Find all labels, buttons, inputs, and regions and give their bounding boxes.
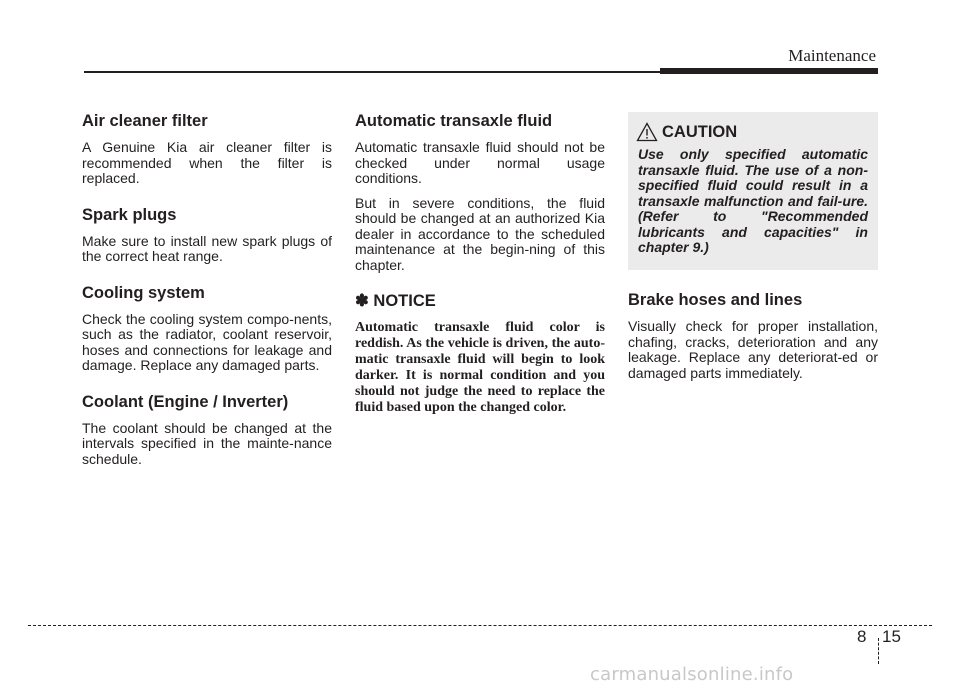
page-number: 15 — [882, 627, 901, 646]
section-heading: Cooling system — [82, 283, 205, 302]
header-title: Maintenance — [788, 46, 876, 65]
column-left — [82, 112, 332, 486]
caution-header — [636, 121, 737, 143]
notice-label: NOTICE — [373, 292, 436, 310]
notice-symbol-icon: ✽ — [355, 292, 369, 310]
section-heading: Brake hoses and lines — [628, 291, 803, 309]
section-heading: Spark plugs — [82, 205, 177, 224]
section-cooling-system — [82, 284, 332, 374]
section-body: Check the cooling system compo-nents, such as the radiator, coolant reservoir, hoses and connections for leakage and damage. Replace any damaged parts. — [82, 310, 332, 373]
caution-title: CAUTION — [662, 122, 738, 141]
section-spark-plugs — [82, 206, 332, 265]
chapter-number: 8 — [857, 627, 867, 646]
notice-body: Automatic transaxle fluid color is reddish. As the vehicle is driven, the auto-matic transaxle fluid will begin to look darker. It is normal condition and you should not judge the need to replace the fluid based upon the changed color. — [355, 320, 605, 415]
section-body: Visually check for proper installation, chafing, cracks, deterioration and any leakage. Replace any deteriorat-ed or damaged parts immediately. — [628, 318, 878, 381]
section-body: The coolant should be changed at the intervals specified in the mainte-nance schedule. — [82, 419, 332, 467]
notice-block — [355, 292, 605, 416]
caution-box — [628, 112, 878, 270]
warning-triangle-icon — [636, 122, 658, 142]
caution-body: Use only specified automatic transaxle fluid. The use of a non-specified fluid could result in a transaxle malfunction and fail-ure. (Refer to "Recommended lubricants and capacities" in chapter 9.) — [638, 146, 868, 255]
section-brake-hoses — [628, 291, 878, 381]
section-transaxle-fluid — [355, 112, 605, 273]
section-air-cleaner — [82, 112, 332, 187]
notice-title — [355, 292, 605, 311]
section-heading: Automatic transaxle fluid — [355, 112, 553, 130]
section-heading: Air cleaner filter — [82, 112, 208, 130]
header-rule-accent — [660, 68, 878, 74]
section-heading: Coolant (Engine / Inverter) — [82, 392, 289, 411]
section-coolant — [82, 393, 332, 468]
footer-rule — [28, 625, 932, 626]
section-body: Make sure to install new spark plugs of the correct heat range. — [82, 232, 332, 264]
paragraph: Automatic transaxle fluid should not be checked under normal usage conditions. — [355, 139, 605, 186]
header-rule — [84, 71, 660, 73]
watermark: carmanualsonline.info — [590, 664, 794, 685]
column-middle — [355, 112, 605, 416]
footer-divider — [878, 638, 879, 664]
paragraph: But in severe conditions, the fluid should be changed at an authorized Kia dealer in accordance to the scheduled maintenance at the begin-ning of this chapter. — [355, 194, 605, 273]
section-body: A Genuine Kia air cleaner filter is recommended when the filter is replaced. — [82, 139, 332, 186]
